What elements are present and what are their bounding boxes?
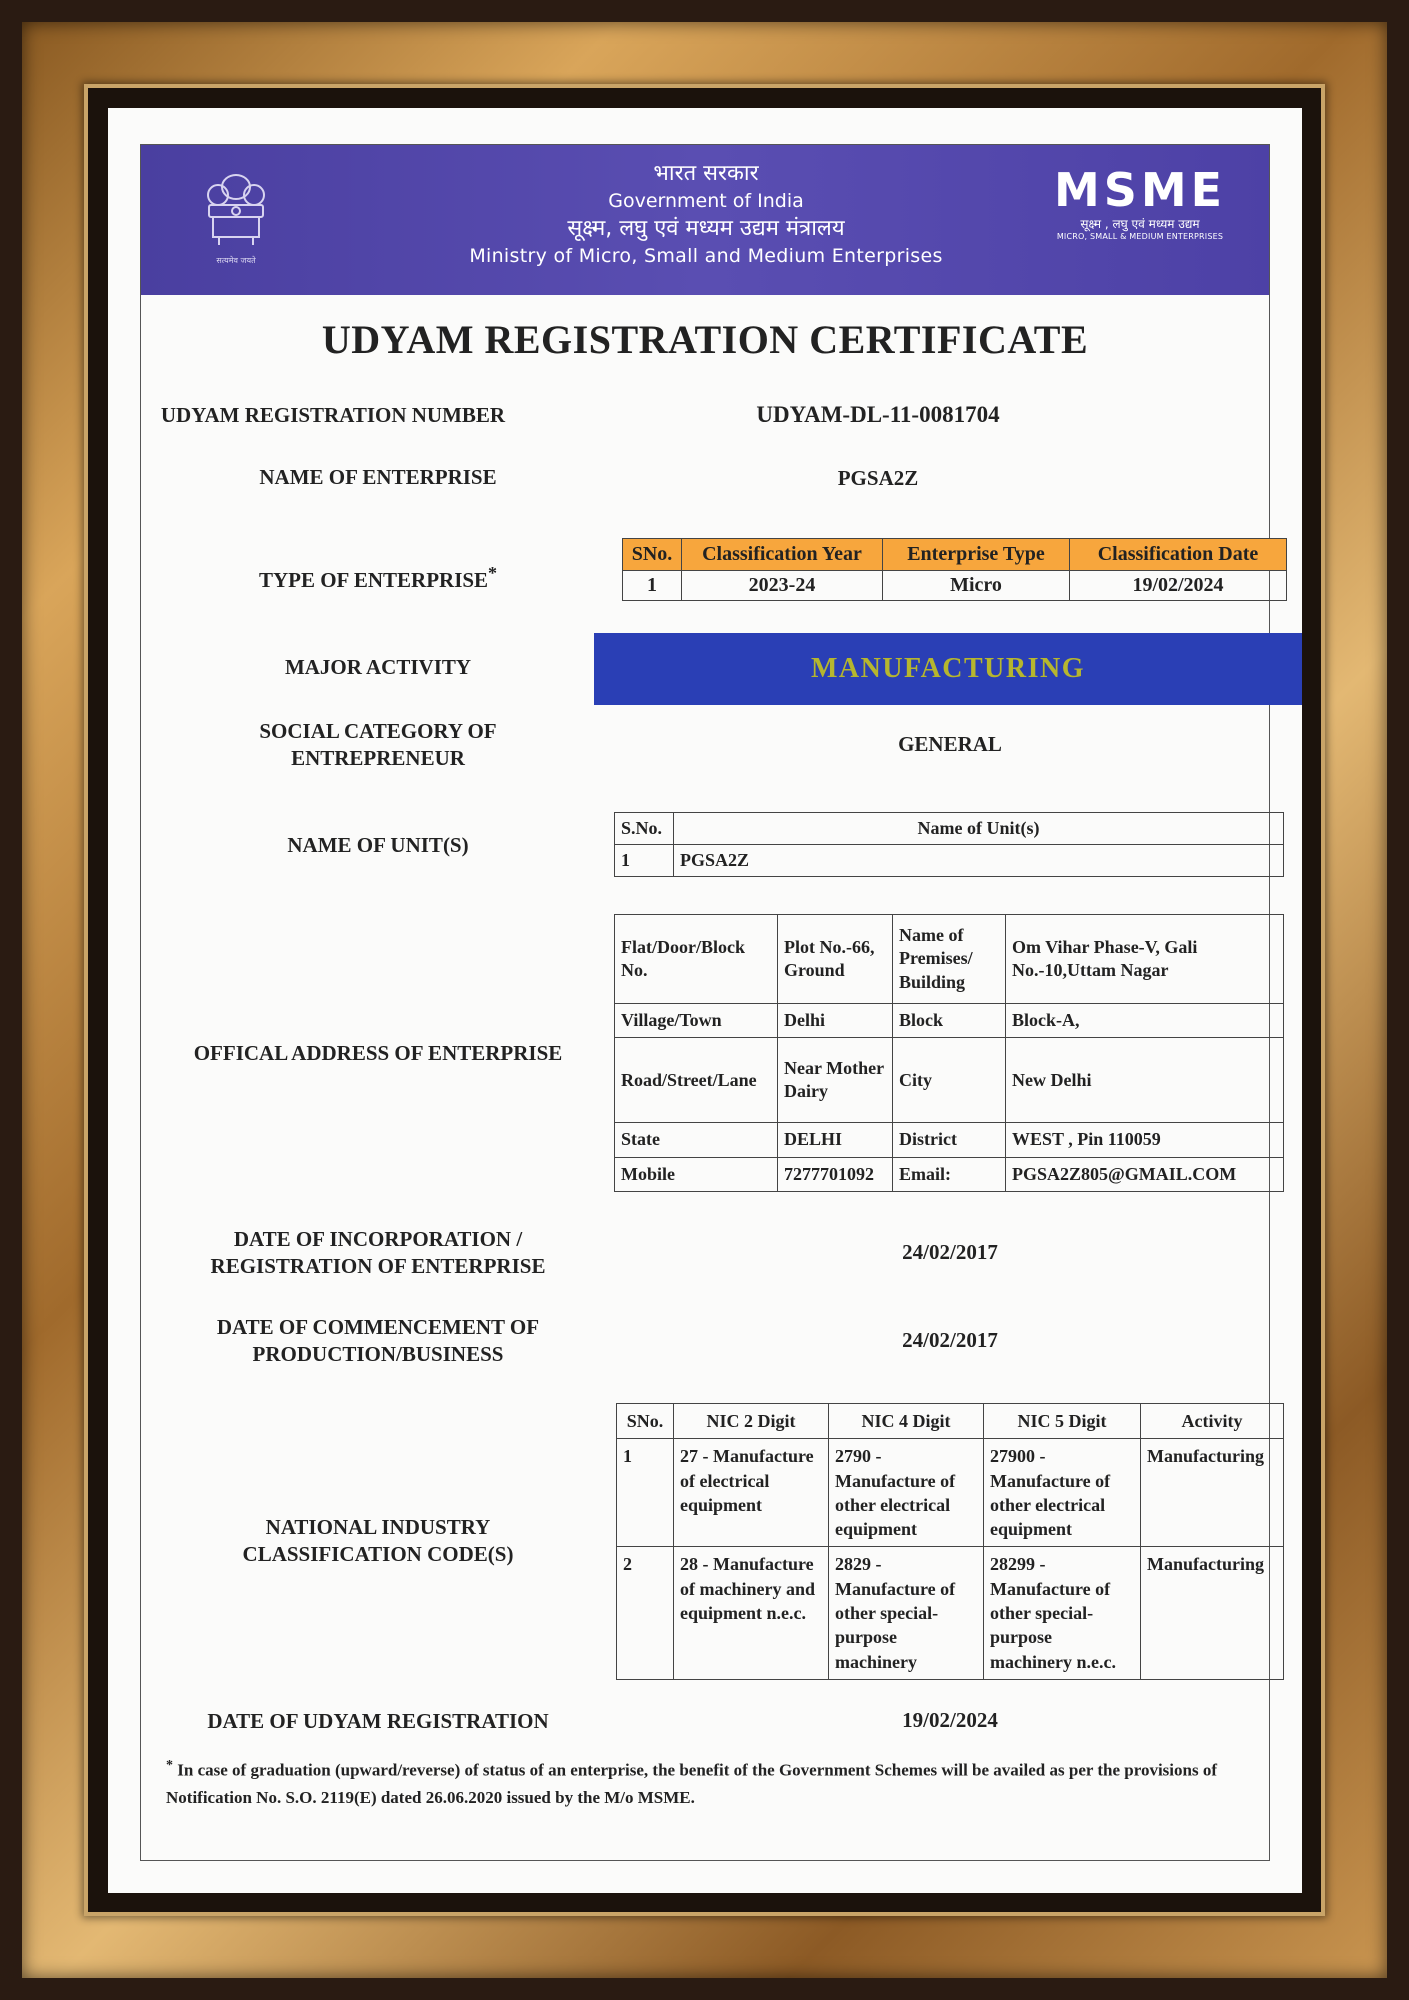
nic-header-sno: SNo. [617, 1404, 674, 1439]
incorporation-label-line2: REGISTRATION OF ENTERPRISE [210, 1254, 546, 1279]
incorporation-date-label [138, 1226, 618, 1281]
type-header-classification-date: Classification Date [1070, 539, 1287, 571]
table-row [623, 571, 1287, 601]
type-header-enterprise-type: Enterprise Type [883, 539, 1070, 571]
nic-header-4digit: NIC 4 Digit [829, 1404, 984, 1439]
hindi-government-text: भारत सरकार [653, 161, 759, 186]
addr-cell: WEST , Pin 110059 [1006, 1123, 1284, 1157]
type-cell-type: Micro [883, 571, 1070, 601]
type-cell-date: 19/02/2024 [1070, 571, 1287, 601]
hindi-ministry-text: सूक्ष्म, लघु एवं मध्यम उद्यम मंत्रालय [567, 216, 845, 242]
footnote [166, 1755, 1256, 1811]
unit-names-table [614, 812, 1284, 877]
ashoka-emblem-icon [193, 165, 279, 273]
addr-cell: Om Vihar Phase-V, Gali No.-10,Uttam Nagar [1006, 915, 1284, 1004]
commencement-label-line1: DATE OF COMMENCEMENT OF [216, 1315, 540, 1339]
nic-cell: 1 [617, 1439, 674, 1547]
msme-logo [1045, 163, 1235, 241]
nic-header-activity: Activity [1141, 1404, 1284, 1439]
nic-codes-table [616, 1403, 1284, 1680]
government-banner [141, 145, 1269, 295]
addr-cell: DELHI [778, 1123, 893, 1157]
addr-cell: Road/Street/Lane [615, 1038, 778, 1123]
major-activity-label: MAJOR ACTIVITY [284, 655, 472, 679]
table-row [617, 1547, 1284, 1679]
social-category-label-line2: ENTREPRENEUR [291, 746, 465, 771]
nic-cell: 2829 - Manufacture of other special-purpose machinery [829, 1547, 984, 1679]
address-label: OFFICAL ADDRESS OF ENTERPRISE [193, 1041, 563, 1065]
addr-cell: Flat/Door/Block No. [615, 915, 778, 1004]
table-row [615, 1038, 1284, 1123]
nic-label-line2: CLASSIFICATION CODE(S) [242, 1542, 514, 1567]
enterprise-type-table [622, 538, 1287, 601]
table-row [615, 1123, 1284, 1157]
nic-cell: 27 - Manufacture of electrical equipment [674, 1439, 829, 1547]
nic-cell: Manufacturing [1141, 1547, 1284, 1679]
address-table [614, 914, 1284, 1192]
government-of-india-text: Government of India [608, 189, 804, 212]
addr-cell: New Delhi [1006, 1038, 1284, 1123]
type-cell-year: 2023-24 [682, 571, 883, 601]
nic-codes-label [138, 1514, 618, 1569]
nic-cell: Manufacturing [1141, 1439, 1284, 1547]
msme-logo-hindi: सूक्ष्म , लघु एवं मध्यम उद्यम [1080, 217, 1200, 231]
addr-cell: Name of Premises/ Building [893, 915, 1006, 1004]
addr-cell: Village/Town [615, 1004, 778, 1038]
enterprise-name-value: PGSA2Z [837, 466, 919, 490]
footnote-asterisk: * [166, 1758, 173, 1773]
ministry-name-text: Ministry of Micro, Small and Medium Enterprises [469, 245, 943, 268]
udyam-registration-date-label: DATE OF UDYAM REGISTRATION [207, 1709, 549, 1733]
table-row [615, 845, 1284, 877]
table-row [617, 1439, 1284, 1547]
enterprise-type-label [138, 562, 618, 594]
type-cell-sno: 1 [623, 571, 682, 601]
registration-number-label: UDYAM REGISTRATION NUMBER [160, 403, 506, 427]
banner-text-block [381, 159, 1031, 270]
certificate-title: UDYAM REGISTRATION CERTIFICATE [321, 317, 1089, 362]
addr-cell: 7277701092 [778, 1157, 893, 1191]
enterprise-name-label: NAME OF ENTERPRISE [259, 465, 497, 489]
enterprise-type-asterisk: * [488, 563, 498, 583]
addr-cell: Mobile [615, 1157, 778, 1191]
unit-header-name: Name of Unit(s) [674, 813, 1284, 845]
addr-cell: Delhi [778, 1004, 893, 1038]
social-category-label-line1: SOCIAL CATEGORY OF [259, 719, 497, 743]
emblem-motto: सत्यमेव जयते [216, 256, 256, 265]
type-header-sno: SNo. [623, 539, 682, 571]
unit-cell-name: PGSA2Z [674, 845, 1284, 877]
enterprise-type-label-text: TYPE OF ENTERPRISE [258, 568, 489, 592]
table-row [615, 915, 1284, 1004]
nic-cell: 2790 - Manufacture of other electrical equipment [829, 1439, 984, 1547]
addr-cell: Near Mother Dairy [778, 1038, 893, 1123]
nic-cell: 28299 - Manufacture of other special-purpose machinery n.e.c. [984, 1547, 1141, 1679]
commencement-date-label [138, 1314, 618, 1369]
nic-header-5digit: NIC 5 Digit [984, 1404, 1141, 1439]
unit-names-label: NAME OF UNIT(S) [287, 833, 469, 857]
addr-cell: Block [893, 1004, 1006, 1038]
social-category-value: GENERAL [898, 732, 1002, 756]
udyam-registration-date-value: 19/02/2024 [902, 1708, 998, 1732]
incorporation-date-value: 24/02/2017 [902, 1240, 998, 1264]
social-category-label [138, 718, 618, 773]
nic-label-line1: NATIONAL INDUSTRY [265, 1515, 491, 1539]
addr-cell: Email: [893, 1157, 1006, 1191]
addr-cell: Block-A, [1006, 1004, 1284, 1038]
unit-cell-sno: 1 [615, 845, 674, 877]
footnote-text: In case of graduation (upward/reverse) of status of an enterprise, the benefit of the Government Schemes will be availed as per the provisions of Notification No. S.O. 2119(E) dated 26.06.2020 issued by the M/o MSME. [166, 1760, 1218, 1807]
incorporation-label-line1: DATE OF INCORPORATION / [233, 1227, 523, 1251]
addr-cell: State [615, 1123, 778, 1157]
nic-cell: 28 - Manufacture of machinery and equipment n.e.c. [674, 1547, 829, 1679]
msme-logo-mark: MSME [1053, 163, 1227, 217]
addr-cell: PGSA2Z805@GMAIL.COM [1006, 1157, 1284, 1191]
nic-header-2digit: NIC 2 Digit [674, 1404, 829, 1439]
registration-number-value: UDYAM-DL-11-0081704 [756, 402, 1000, 427]
major-activity-box [594, 633, 1302, 705]
msme-logo-english: MICRO, SMALL & MEDIUM ENTERPRISES [1056, 232, 1224, 241]
commencement-label-line2: PRODUCTION/BUSINESS [252, 1342, 504, 1367]
certificate-paper [108, 108, 1302, 1893]
table-row [615, 1004, 1284, 1038]
unit-header-sno: S.No. [615, 813, 674, 845]
nic-cell: 27900 - Manufacture of other electrical equipment [984, 1439, 1141, 1547]
nic-cell: 2 [617, 1547, 674, 1679]
addr-cell: Plot No.-66, Ground [778, 915, 893, 1004]
type-header-classification-year: Classification Year [682, 539, 883, 571]
commencement-date-value: 24/02/2017 [902, 1328, 998, 1352]
major-activity-value: MANUFACTURING [810, 653, 1086, 684]
addr-cell: District [893, 1123, 1006, 1157]
addr-cell: City [893, 1038, 1006, 1123]
table-row [615, 1157, 1284, 1191]
